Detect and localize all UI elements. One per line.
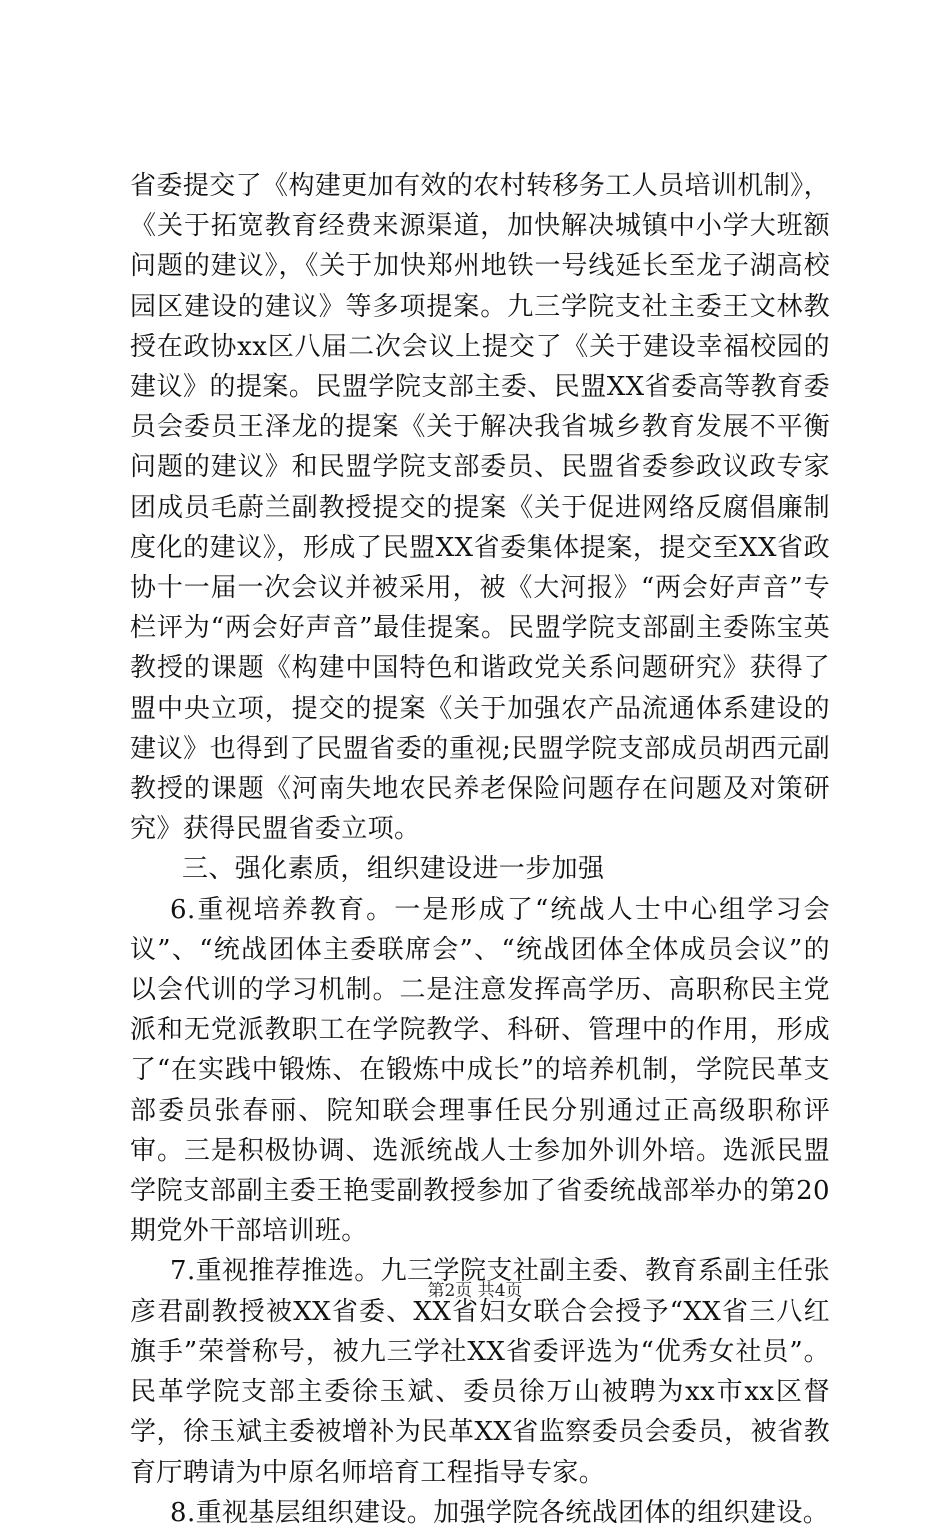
- document-body: [130, 166, 830, 1533]
- section-heading-three: 三、强化素质，组织建设进一步加强: [182, 854, 605, 885]
- paragraph-training: 6.重视培养教育。一是形成了“统战人士中心组学习会议”、“统战团体主委联席会”、“统战团体全体成员会议”的以会代训的学习机制。二是注意发挥高学历、高职称民主党派和无党派教职工在学院教学、科研、管理中的作用，形成了“在实践中锻炼、在锻炼中成长”的培养机制，学院民革支部委员张春丽、院知联会理事任民分别通过正高级职称评审。三是积极协调、选派统战人士参加外训外培。选派民盟学院支部副主委王艳雯副教授参加了省委统战部举办的第20期党外干部培训班。: [130, 894, 830, 1247]
- page-number-footer: 第2页 共4页: [427, 1281, 523, 1301]
- paragraph-organization: 8.重视基层组织建设。加强学院各统战团体的组织建设。: [170, 1497, 830, 1528]
- paragraph-proposals: 省委提交了《构建更加有效的农村转移务工人员培训机制》，《关于拓宽教育经费来源渠道，加快解决城镇中小学大班额问题的建议》，《关于加快郑州地铁一号线延长至龙子湖高校园区建设的建议》等多项提案。九三学院支社主委王文林教授在政协xx区八届二次会议上提交了《关于建设幸福校园的建议》的提案。民盟学院支部主委、民盟XX省委高等教育委员会委员王泽龙的提案《关于解决我省城乡教育发展不平衡问题的建议》和民盟学院支部委员、民盟省委参政议政专家团成员毛蔚兰副教授提交的提案《关于促进网络反腐倡廉制度化的建议》，形成了民盟XX省委集体提案，提交至XX省政协十一届一次会议并被采用，被《大河报》“两会好声音”专栏评为“两会好声音”最佳提案。民盟学院支部副主委陈宝英教授的课题《构建中国特色和谐政党关系问题研究》获得了盟中央立项，提交的提案《关于加强农产品流通体系建设的建议》也得到了民盟省委的重视;民盟学院支部成员胡西元副教授的课题《河南失地农民养老保险问题存在问题及对策研究》获得民盟省委立项。: [130, 171, 830, 845]
- paragraph-recommendation: 7.重视推荐推选。九三学院支社副主委、教育系副主任张彦君副教授被XX省委、XX省妇女联合会授予“XX省三八红旗手”荣誉称号，被九三学社XX省委评选为“优秀女社员”。民革学院支部主委徐玉斌、委员徐万山被聘为xx市xx区督学，徐玉斌主委被增补为民革XX省监察委员会委员，被省教育厅聘请为中原名师培育工程指导专家。: [130, 1256, 830, 1488]
